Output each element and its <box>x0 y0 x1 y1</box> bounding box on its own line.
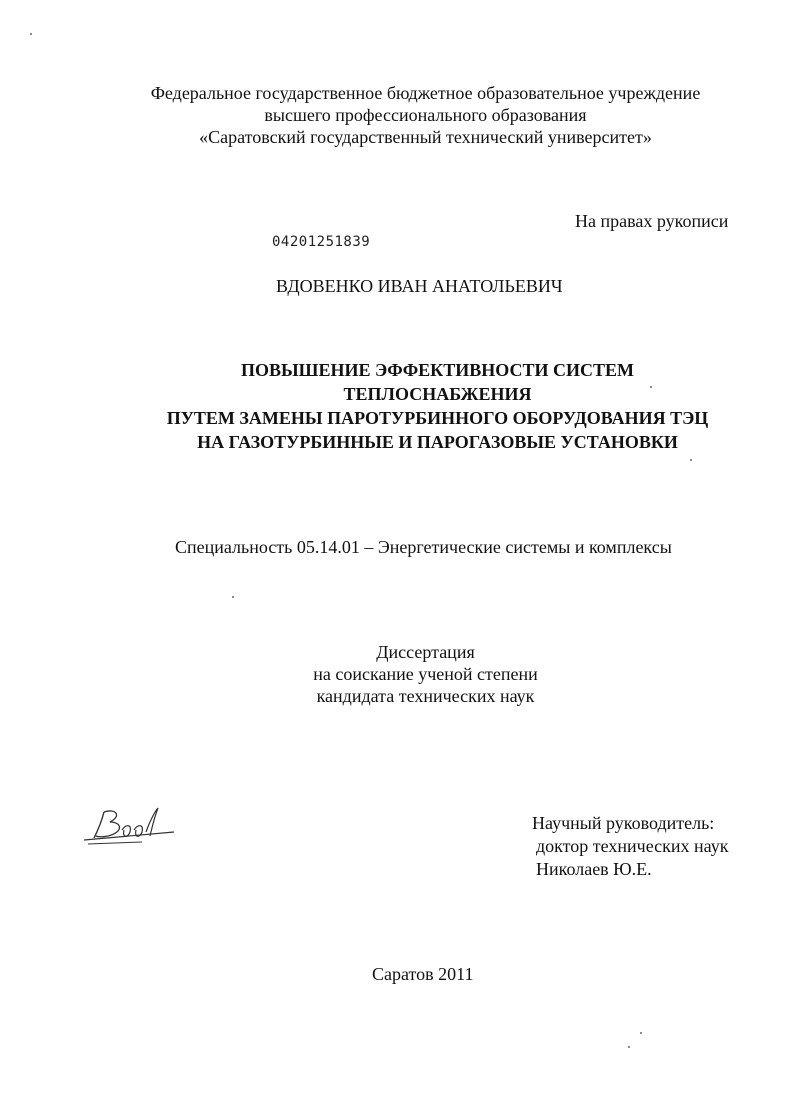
supervisor-block <box>532 812 729 881</box>
specialty: Специальность 05.14.01 – Энергетические системы и комплексы <box>175 537 672 557</box>
title-line-2: ТЕПЛОСНАБЖЕНИЯ <box>343 384 532 404</box>
dissertation-degree <box>30 641 791 707</box>
scan-speck <box>690 459 692 461</box>
supervisor-role: Научный руководитель: <box>532 813 715 833</box>
scan-speck <box>628 1046 630 1048</box>
scan-speck <box>232 596 234 598</box>
scan-speck <box>640 1032 642 1034</box>
city-year: Саратов 2011 <box>372 964 474 984</box>
catalog-number: 04201251839 <box>272 234 371 250</box>
dissertation-line-2: на соискание ученой степени <box>313 664 538 684</box>
institution-line-1: Федеральное государственное бюджетное образовательное учреждение <box>150 83 701 103</box>
supervisor-name: Николаев Ю.Е. <box>536 859 652 879</box>
author-signature <box>82 802 182 852</box>
dissertation-title <box>42 358 791 454</box>
institution-line-2: высшего профессионального образования <box>264 105 587 125</box>
institution-line-3: «Саратовский государственный технический университет» <box>199 127 652 147</box>
dissertation-line-3: кандидата технических наук <box>316 686 535 706</box>
manuscript-note: На правах рукописи <box>575 211 729 231</box>
scan-speck <box>650 386 652 388</box>
institution-header <box>30 82 791 148</box>
title-line-4: НА ГАЗОТУРБИННЫЕ И ПАРОГАЗОВЫЕ УСТАНОВКИ <box>197 432 678 452</box>
title-line-1: ПОВЫШЕНИЕ ЭФФЕКТИВНОСТИ СИСТЕМ <box>241 360 634 380</box>
dissertation-line-1: Диссертация <box>376 642 475 662</box>
title-line-3: ПУТЕМ ЗАМЕНЫ ПАРОТУРБИННОГО ОБОРУДОВАНИЯ ТЭЦ <box>166 408 709 428</box>
author-name: ВДОВЕНКО ИВАН АНАТОЛЬЕВИЧ <box>276 276 563 296</box>
supervisor-degree: доктор технических наук <box>536 836 729 856</box>
scan-speck <box>30 33 32 35</box>
